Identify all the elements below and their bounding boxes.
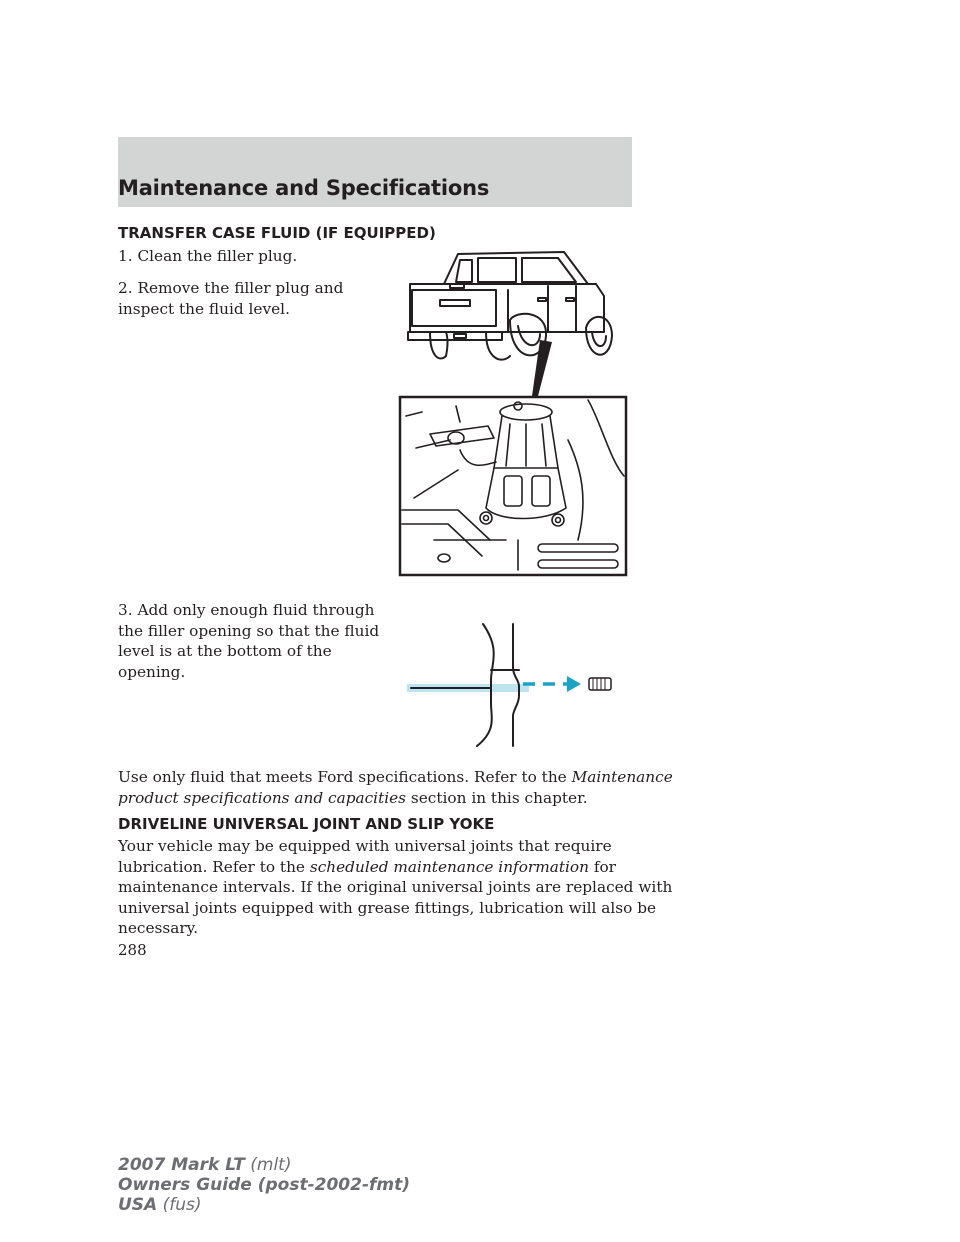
driveline-paragraph — [118, 836, 672, 939]
section-title: Maintenance and Specifications — [118, 176, 490, 200]
driveline-line-5: necessary. — [118, 919, 199, 937]
step-3-line-3: level is at the bottom of the — [118, 642, 332, 660]
fluid-level-illustration — [405, 620, 620, 750]
step-3 — [118, 600, 379, 682]
fluid-note-line-2: product specifications and capacities section in this chapter. — [118, 788, 588, 807]
step-3-line-2: the filler opening so that the fluid — [118, 621, 380, 640]
driveline-line-4: universal joints equipped with grease fittings, lubrication will also be — [118, 898, 657, 917]
step-1: 1. Clean the filler plug. — [118, 247, 298, 265]
fluid-note — [118, 767, 673, 808]
step-2-line-1: 2. Remove the filler plug and — [118, 279, 344, 297]
driveline-line-2: lubrication. Refer to the scheduled maintenance information for — [118, 857, 616, 876]
transfer-case-heading: TRANSFER CASE FLUID (IF EQUIPPED) — [118, 224, 436, 242]
driveline-heading: DRIVELINE UNIVERSAL JOINT AND SLIP YOKE — [118, 815, 495, 833]
step-2-line-2: inspect the fluid level. — [118, 299, 290, 318]
fluid-note-line-1: Use only fluid that meets Ford specifications. Refer to the Maintenance — [118, 768, 673, 786]
driveline-line-3: maintenance intervals. If the original universal joints are replaced with — [118, 878, 673, 896]
driveline-line-1: Your vehicle may be equipped with universal joints that require — [118, 837, 612, 855]
document-footer: 2007 Mark LT (mlt) Owners Guide (post-2002-fmt) USA (fus) — [118, 1155, 411, 1215]
page-number: 288 — [118, 941, 147, 959]
step-3-line-1: 3. Add only enough fluid through — [118, 601, 375, 619]
step-2 — [118, 278, 343, 319]
truck-transfer-case-illustration — [398, 240, 630, 580]
filler-plug-icon — [589, 678, 611, 690]
step-3-line-4: opening. — [118, 662, 186, 681]
